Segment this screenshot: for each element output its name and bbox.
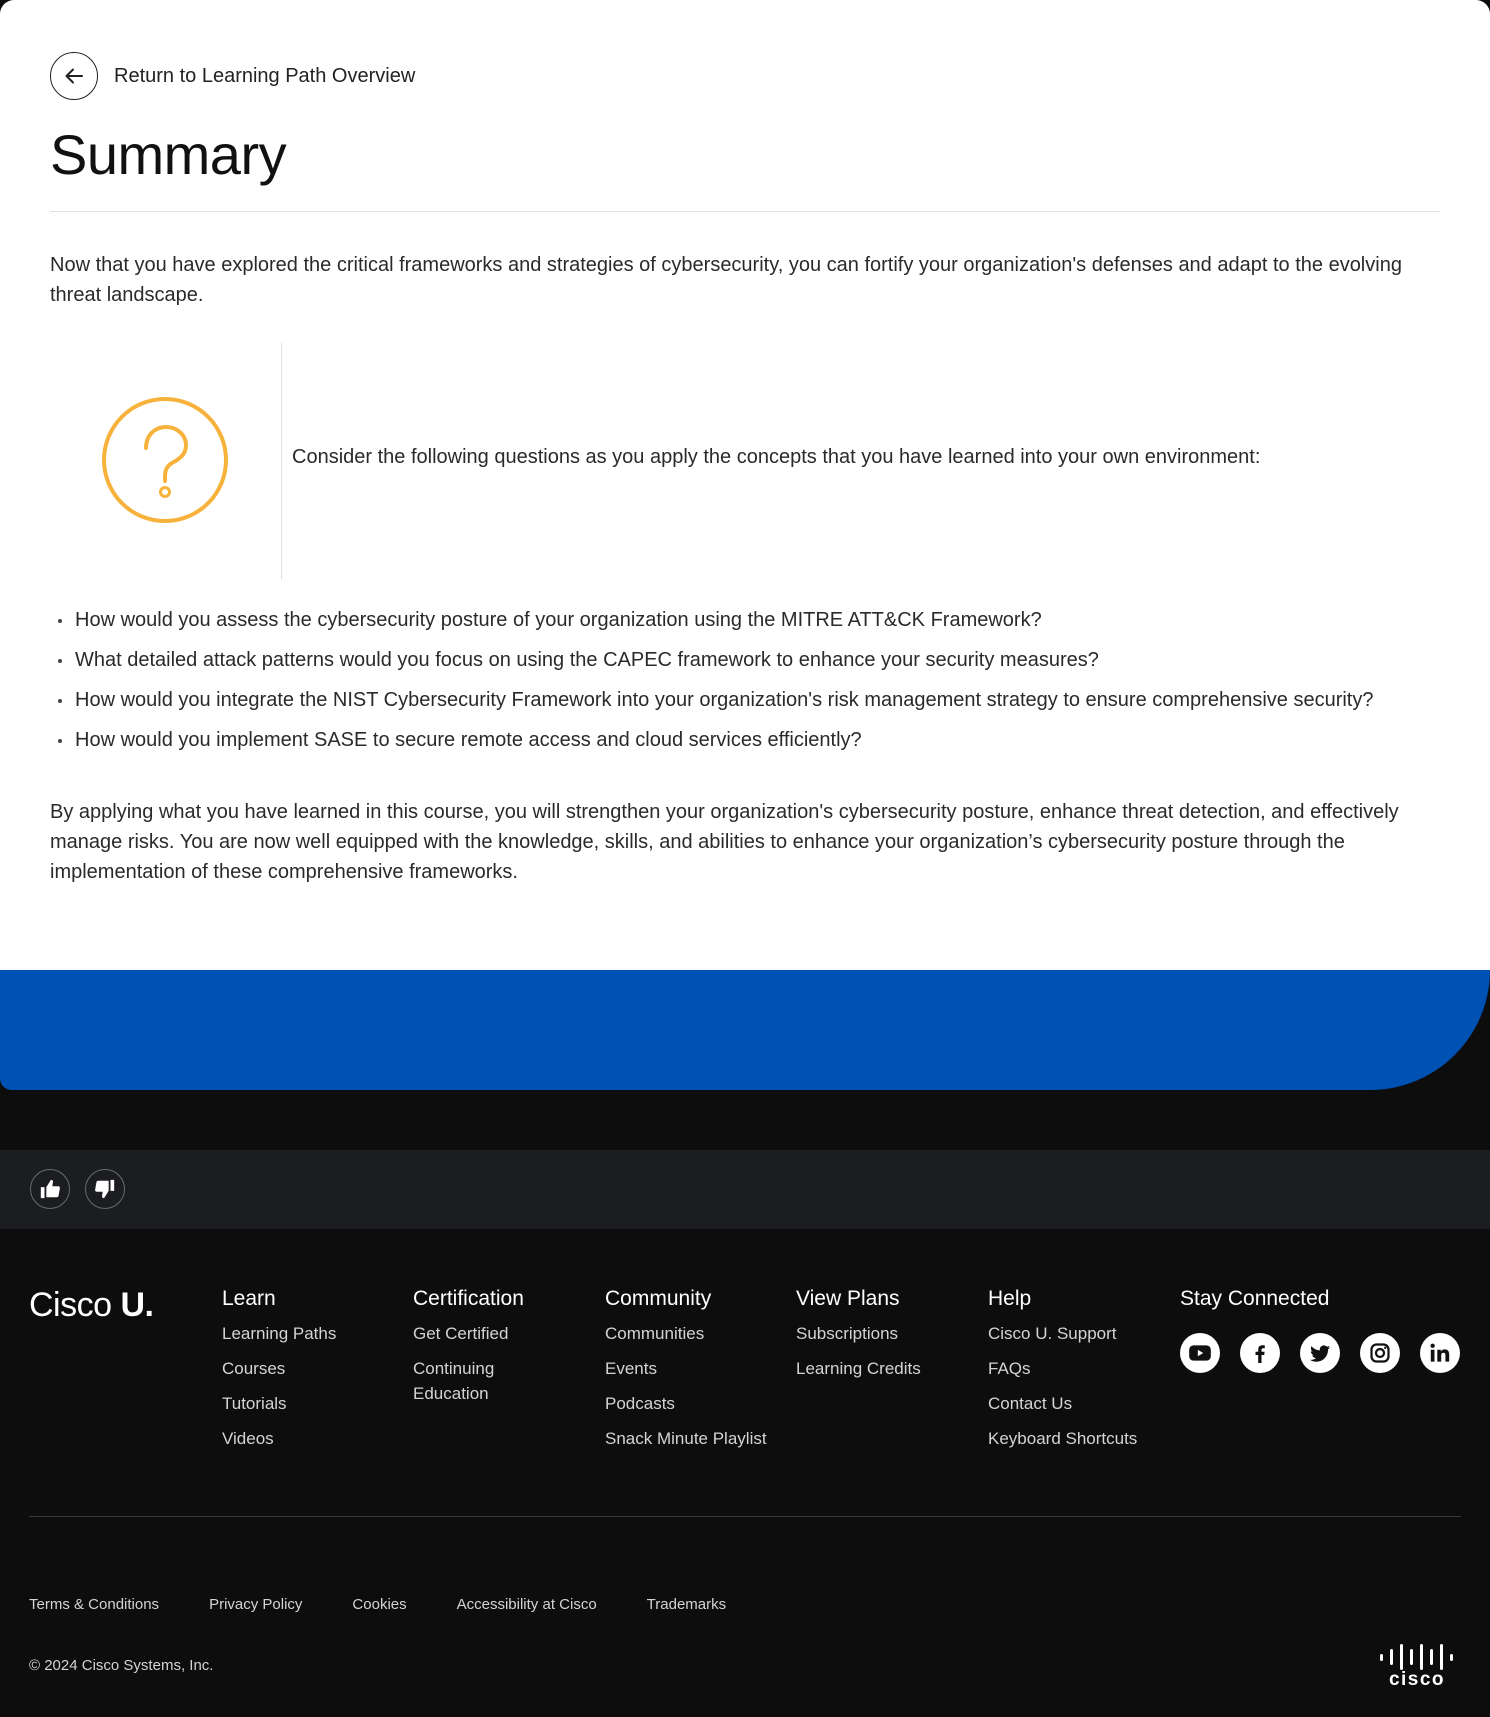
brand-suffix: U. [120,1286,154,1324]
footer-link[interactable]: Continuing Education [413,1359,495,1403]
footer-link[interactable]: Snack Minute Playlist [605,1429,767,1448]
site-footer [0,1229,1490,1717]
footer-link[interactable]: Videos [222,1429,274,1448]
linkedin-icon[interactable] [1420,1333,1460,1373]
column-heading: Learn [222,1287,276,1310]
footer-link[interactable]: Courses [222,1359,286,1378]
intro-paragraph: Now that you have explored the critical frameworks and strategies of cybersecurity, you can fortify your organization's defenses and adapt to the evolving threat landscape. [50,254,1402,306]
copyright-text: © 2024 Cisco Systems, Inc. [29,1657,214,1674]
column-heading: Certification [413,1287,524,1310]
callout-text: Consider the following questions as you apply the concepts that you have learned into your own environment: [292,446,1261,468]
twitter-icon[interactable] [1300,1333,1340,1373]
footer-link[interactable]: Get Certified [413,1324,509,1343]
footer-link[interactable]: Communities [605,1324,705,1343]
thumbs-down-button[interactable] [85,1169,125,1209]
footer-link[interactable]: FAQs [988,1359,1031,1378]
footer-link[interactable]: Events [605,1359,657,1378]
feedback-bar [0,1150,1490,1229]
return-link-label[interactable]: Return to Learning Path Overview [114,64,416,87]
question-list [50,608,1373,768]
list-item: How would you implement SASE to secure remote access and cloud services efficiently? [50,728,1373,752]
column-heading: Help [988,1287,1032,1310]
blue-banner [0,970,1490,1090]
svg-text:cisco: cisco [1388,1669,1446,1687]
footer-column-certification [413,1287,533,1416]
callout-divider [281,343,282,579]
list-item: How would you integrate the NIST Cybersecurity Framework into your organization's risk management strategy to ensure comprehensive security? [50,688,1373,712]
footer-link[interactable]: Learning Credits [796,1359,921,1378]
divider [50,211,1440,212]
footer-column-community [605,1287,785,1461]
footer-column-help [988,1287,1168,1461]
footer-column-view-plans [796,1287,976,1391]
column-heading: Stay Connected [1180,1287,1330,1310]
return-link[interactable] [50,52,415,100]
footer-divider [29,1516,1461,1517]
footer-link[interactable]: Subscriptions [796,1324,899,1343]
brand-name: Cisco [29,1286,112,1324]
legal-link-trademarks[interactable]: Trademarks [646,1596,727,1613]
legal-link-cookies[interactable]: Cookies [352,1596,407,1613]
social-links [1180,1333,1460,1373]
question-icon [100,395,230,525]
page-title: Summary [50,123,287,186]
thumbs-up-button[interactable] [30,1169,70,1209]
legal-link-terms[interactable]: Terms & Conditions [29,1596,160,1613]
footer-column-learn [222,1287,402,1461]
cisco-u-logo[interactable] [29,1286,153,1325]
legal-link-accessibility[interactable]: Accessibility at Cisco [456,1596,597,1613]
legal-links [29,1596,776,1613]
instagram-icon[interactable] [1360,1333,1400,1373]
footer-link[interactable]: Learning Paths [222,1324,337,1343]
thumbs-up-icon [39,1178,61,1200]
closing-paragraph: By applying what you have learned in this course, you will strengthen your organization's cybersecurity posture, enhance threat detection, and effectively manage risks. You are now well equipped with the knowledge, skills, and abilities to enhance your organization’s cybersecurity posture through the implementation of these comprehensive frameworks. [50,801,1399,883]
footer-column-stay-connected [1180,1287,1470,1321]
footer-link[interactable]: Keyboard Shortcuts [988,1429,1138,1448]
arrow-left-icon[interactable] [50,52,98,100]
footer-link[interactable]: Contact Us [988,1394,1073,1413]
facebook-icon[interactable] [1240,1333,1280,1373]
thumbs-down-icon [94,1178,116,1200]
list-item: What detailed attack patterns would you focus on using the CAPEC framework to enhance your security measures? [50,648,1373,672]
column-heading: Community [605,1287,712,1310]
column-heading: View Plans [796,1287,900,1310]
youtube-icon[interactable] [1180,1333,1220,1373]
footer-link[interactable]: Podcasts [605,1394,675,1413]
reflection-callout [50,343,1440,579]
legal-link-privacy[interactable]: Privacy Policy [209,1596,303,1613]
cisco-logo[interactable] [1377,1643,1459,1687]
list-item: How would you assess the cybersecurity posture of your organization using the MITRE ATT&CK Framework? [50,608,1373,632]
footer-link[interactable]: Tutorials [222,1394,287,1413]
footer-link[interactable]: Cisco U. Support [988,1324,1117,1343]
